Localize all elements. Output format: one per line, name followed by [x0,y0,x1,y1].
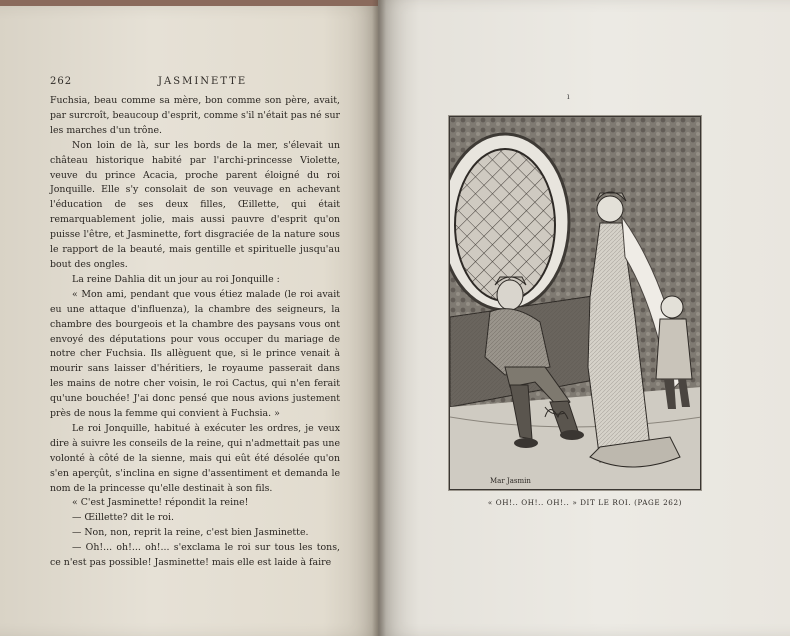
paragraph: « Mon ami, pendant que vous étiez malade (le roi avait eu une attaque d'influenza), la chambre des seigneurs, la chambre des bourgeois et la chambre des paysans vous ont envoyé des députations pour vous occuper du mariage de notre cher Fuchsia. Ils allèguent que, si le prince venait à mourir sans laisser d'héritiers, le royaume passerait dans les mains de notre cher voisin, le roi Cactus, qui n'en ferait qu'une bouchée! J'ai donc pensé que nous avions justement près de nous la femme qui convient à Fuchsia. » [50,288,340,420]
plate-mark: ı [567,92,570,101]
paragraph: « C'est Jasminette! répondit la reine! [72,497,249,509]
engraving-svg [450,117,701,490]
paragraph: — Œillette? dit le roi. [72,512,175,524]
paragraph: Non loin de là, sur les bords de la mer, s'élevait un château historique habité par l'archi-princesse Violette, veuve du prince Acacia, proche parent éloigné du roi Jonquille. Elle s'y consolait de son veuvage en achevant l'éducation de ses deux filles, Œillette, qui était remarquablement jolie, mais aussi pauvre d'esprit qu'on puisse l'être, et Jasminette, fort disgraciée de la nature sous le rapport de la beauté, mais gentille et spirituelle jusqu'au bout des ongles. [50,139,340,270]
paragraph: Le roi Jonquille, habitué à exécuter les ordres, je veux dire à suivre les conseils de la reine, qui n'admettait pas une volonté à côté de la sienne, mais qui eût été désolée qu'on s'en aperçût, s'inclina en signe d'assentiment et demanda le nom de la princesse qu'elle destinait à son fils. [50,422,340,494]
paragraph: — Oh!... oh!... oh!... s'exclama le roi sur tous les tons, ce n'est pas possible! Jasminette! mais elle est laide à faire [50,542,340,569]
book-gutter [372,0,386,636]
engraving-illustration [449,116,701,490]
paragraph: — Non, non, reprit la reine, c'est bien Jasminette. [72,527,309,539]
paragraph: La reine Dahlia dit un jour au roi Jonquille : [72,273,280,285]
running-title: JASMINETTE [158,76,248,87]
artist-signature: Mar Jasmin [490,477,531,485]
illustration-caption: « OH!.. OH!.. OH!.. » DIT LE ROI. (PAGE 262) [487,498,683,507]
page-number: 262 [50,76,73,87]
paragraph: Fuchsia, beau comme sa mère, bon comme son père, avait, par surcroît, beaucoup d'esprit, comme s'il n'était pas né sur les marches d'un trône. [50,95,340,136]
body-text [50,94,340,571]
